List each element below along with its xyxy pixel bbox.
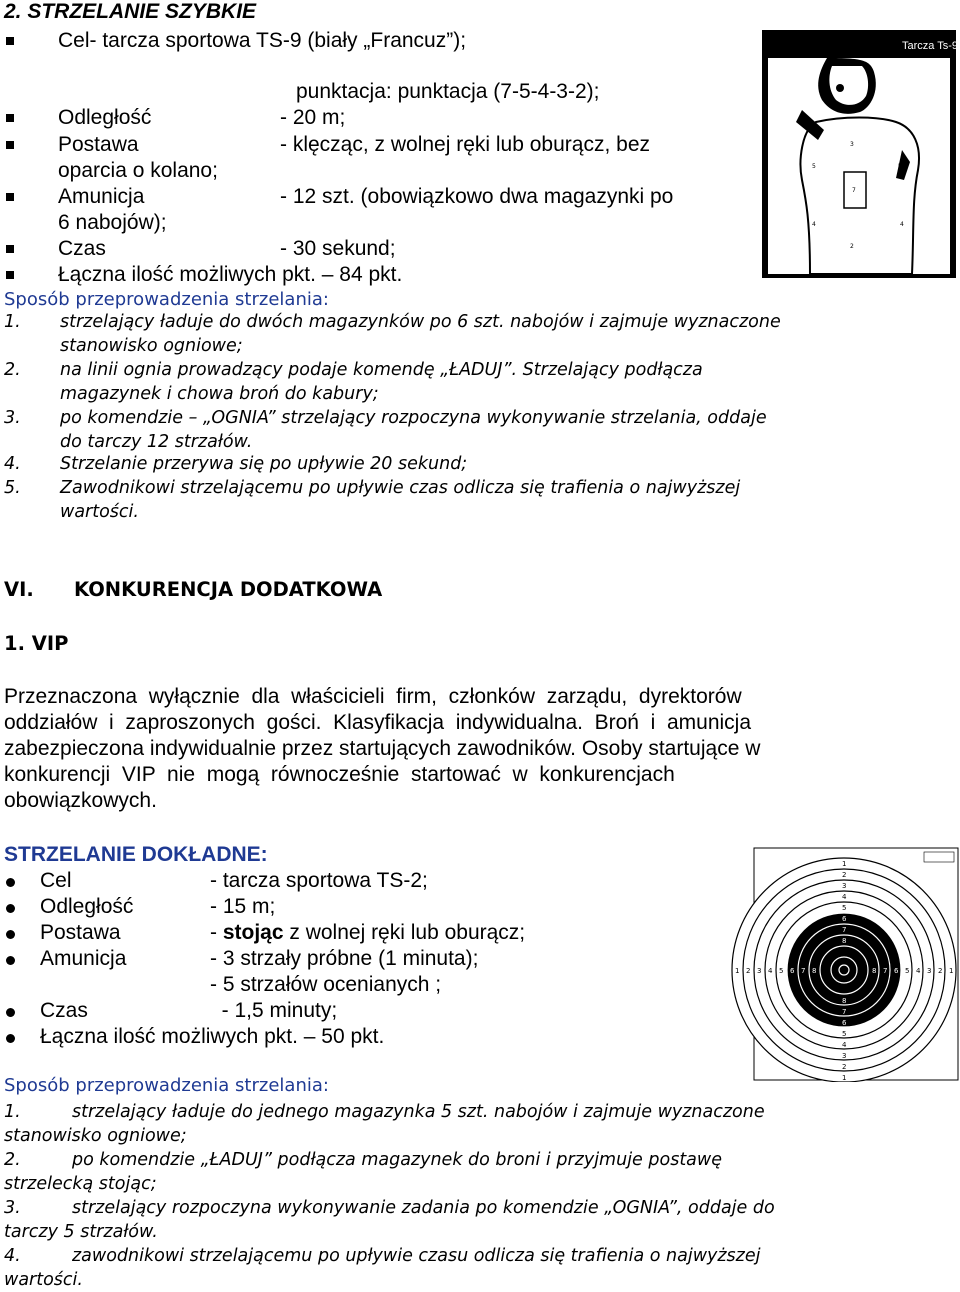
step-number: 1. (4, 1102, 21, 1122)
precise-row-label: Odległość (40, 895, 134, 918)
step-text: Strzelanie przerywa się po upływie 20 sekund; (60, 454, 468, 474)
svg-text:4: 4 (842, 893, 847, 901)
svg-text:5: 5 (842, 904, 847, 912)
svg-text:4: 4 (768, 967, 773, 975)
svg-text:5: 5 (842, 1030, 847, 1038)
bullet-square (6, 114, 14, 122)
step-text-continued: tarczy 5 strzałów. (4, 1222, 158, 1242)
svg-text:3: 3 (850, 141, 854, 148)
precise-row-label: Łączna ilość możliwych pkt. – 50 pkt. (40, 1025, 385, 1048)
step-text-continued: strzelecką stojąc; (4, 1174, 157, 1194)
step-number: 3. (4, 408, 21, 428)
svg-text:7: 7 (883, 967, 888, 975)
vip-paragraph-line: obowiązkowych. (4, 789, 157, 812)
step-text: po komendzie – „OGNIA” strzelający rozpoczyna wykonywanie strzelania, oddaje (60, 408, 767, 428)
svg-text:4: 4 (842, 1041, 847, 1049)
step-text-continued: do tarczy 12 strzałów. (60, 432, 253, 452)
bullet-dot (6, 1034, 15, 1043)
svg-text:7: 7 (842, 1008, 847, 1016)
rapid-row-label: Cel- tarcza sportowa TS-9 (biały „Francuz”); (58, 29, 467, 52)
step-number: 2. (4, 1150, 21, 1170)
vip-paragraph-line: Przeznaczona wyłącznie dla właścicieli firm, członków zarządu, dyrektorów (4, 685, 742, 708)
step-number: 1. (4, 312, 21, 332)
svg-text:2: 2 (842, 1063, 847, 1071)
precise-row-value (210, 894, 275, 920)
rapid-row-label: Amunicja (58, 185, 145, 208)
step-text: po komendzie „ŁADUJ” podłącza magazynek do broni i przyjmuje postawę (72, 1150, 722, 1170)
step-text: strzelający ładuje do jednego magazynka 5 szt. nabojów i zajmuje wyznaczone (72, 1102, 765, 1122)
procedure-title-precise: Sposób przeprowadzenia strzelania: (4, 1075, 329, 1096)
section-heading-precise: STRZELANIE DOKŁADNE: (4, 843, 268, 866)
svg-text:2: 2 (842, 871, 847, 879)
rapid-row-value: - klęcząc, z wolnej ręki lub oburącz, bez (280, 133, 650, 156)
step-text-continued: wartości. (4, 1270, 83, 1290)
section-roman-numeral: VI. (4, 578, 34, 601)
svg-text:4: 4 (900, 221, 904, 228)
bullet-dot (6, 930, 15, 939)
step-text: zawodnikowi strzelającemu po upływie czasu odlicza się trafienia o najwyższej (72, 1246, 761, 1266)
svg-text:1: 1 (735, 967, 740, 975)
rapid-row-value: - 12 szt. (obowiązkowo dwa magazynki po (280, 185, 674, 208)
rapid-row-label: Łączna ilość możliwych pkt. – 84 pkt. (58, 263, 403, 286)
target-ts9-caption: Tarcza Ts-9 (902, 40, 956, 52)
svg-text:6: 6 (894, 967, 899, 975)
bullet-dot (6, 878, 15, 887)
svg-text:1: 1 (842, 860, 847, 868)
step-text: Zawodnikowi strzelającemu po upływie czas odlicza się trafienia o najwyższej (60, 478, 741, 498)
bullet-square (6, 245, 14, 253)
bullet-square (6, 271, 14, 279)
section-heading-rapid: 2. STRZELANIE SZYBKIE (4, 0, 257, 23)
precise-row-value (210, 946, 478, 972)
svg-text:8: 8 (842, 997, 847, 1005)
bullet-dot (6, 1008, 15, 1017)
rapid-row-value: - 20 m; (280, 106, 346, 129)
step-number: 3. (4, 1198, 21, 1218)
value-text: - 1,5 minuty; (210, 999, 338, 1022)
procedure-title-rapid: Sposób przeprowadzenia strzelania: (4, 289, 329, 310)
step-text: strzelający rozpoczyna wykonywanie zadania po komendzie „OGNIA”, oddaje do (72, 1198, 775, 1218)
svg-text:8: 8 (872, 967, 877, 975)
vip-paragraph-line: oddziałów i zaproszonych gości. Klasyfikacja indywidualna. Broń i amunicja (4, 711, 752, 734)
svg-text:2: 2 (850, 243, 854, 250)
svg-text:3: 3 (842, 1052, 847, 1060)
rapid-row-label: Czas (58, 237, 106, 260)
rapid-row-label: 6 nabojów); (58, 211, 167, 234)
subsection-vip: 1. VIP (4, 632, 69, 655)
vip-paragraph-line: konkurencji VIP nie mogą równocześnie startować w konkurencjach (4, 763, 675, 786)
svg-text:7: 7 (852, 187, 856, 194)
bullet-dot (6, 904, 15, 913)
step-text-continued: wartości. (60, 502, 139, 522)
target-ts2-image (728, 846, 960, 1082)
bullet-square (6, 141, 14, 149)
section-title-extra: KONKURENCJA DODATKOWA (74, 578, 383, 601)
value-text: - 3 strzały próbne (1 minuta); (210, 947, 479, 970)
svg-text:3: 3 (757, 967, 762, 975)
svg-text:7: 7 (801, 967, 806, 975)
value-text: - 5 strzałów ocenianych ; (210, 973, 442, 996)
step-text: na linii ognia prowadzący podaje komendę „ŁADUJ”. Strzelający podłącza (60, 360, 703, 380)
svg-text:5: 5 (779, 967, 784, 975)
step-number: 2. (4, 360, 21, 380)
bullet-square (6, 37, 14, 45)
svg-text:4: 4 (916, 967, 921, 975)
svg-text:8: 8 (842, 937, 847, 945)
svg-text:1: 1 (949, 967, 954, 975)
svg-text:1: 1 (842, 1074, 847, 1082)
svg-text:6: 6 (842, 915, 847, 923)
svg-text:5: 5 (898, 163, 902, 170)
svg-text:6: 6 (790, 967, 795, 975)
svg-text:3: 3 (927, 967, 932, 975)
svg-text:5: 5 (812, 163, 816, 170)
step-text: strzelający ładuje do dwóch magazynków po 6 szt. nabojów i zajmuje wyznaczone (60, 312, 781, 332)
rapid-row-label: Postawa (58, 133, 139, 156)
precise-row-label: Czas (40, 999, 88, 1022)
value-emphasis: stojąc (222, 921, 284, 944)
precise-row-value (210, 920, 525, 946)
step-number: 4. (4, 454, 21, 474)
svg-text:6: 6 (842, 1019, 847, 1027)
svg-text:2: 2 (746, 967, 751, 975)
step-text-continued: magazynek i chowa broń do kabury; (60, 384, 379, 404)
svg-text:4: 4 (812, 221, 816, 228)
step-text-continued: stanowisko ogniowe; (4, 1126, 187, 1146)
svg-text:5: 5 (905, 967, 910, 975)
svg-text:7: 7 (842, 926, 847, 934)
step-text-continued: stanowisko ogniowe; (60, 336, 243, 356)
target-ts9-image (762, 30, 956, 278)
precise-row-value (210, 998, 337, 1024)
svg-text:8: 8 (812, 967, 817, 975)
precise-row-value (210, 868, 428, 894)
bullet-dot (6, 956, 15, 965)
precise-row-label: Cel (40, 869, 72, 892)
precise-row-label: Postawa (40, 921, 121, 944)
rapid-row-value: punktacja: punktacja (7-5-4-3-2); (296, 80, 600, 103)
rapid-row-label: oparcia o kolano; (58, 159, 218, 182)
rapid-row-value: - 30 sekund; (280, 237, 396, 260)
vip-paragraph-line: zabezpieczona indywidualnie przez startujących zawodników. Osoby startujące w (4, 737, 761, 760)
value-text: z wolnej ręki lub oburącz; (283, 921, 526, 944)
step-number: 5. (4, 478, 21, 498)
value-text: - (210, 921, 223, 944)
value-text: - tarcza sportowa TS-2; (210, 869, 428, 892)
rapid-row-label: Odległość (58, 106, 152, 129)
target-ring (839, 965, 849, 975)
precise-row-label: Amunicja (40, 947, 127, 970)
svg-text:3: 3 (842, 882, 847, 890)
step-number: 4. (4, 1246, 21, 1266)
precise-row-value (210, 972, 441, 998)
bullet-square (6, 193, 14, 201)
value-text: - 15 m; (210, 895, 276, 918)
svg-text:2: 2 (938, 967, 943, 975)
